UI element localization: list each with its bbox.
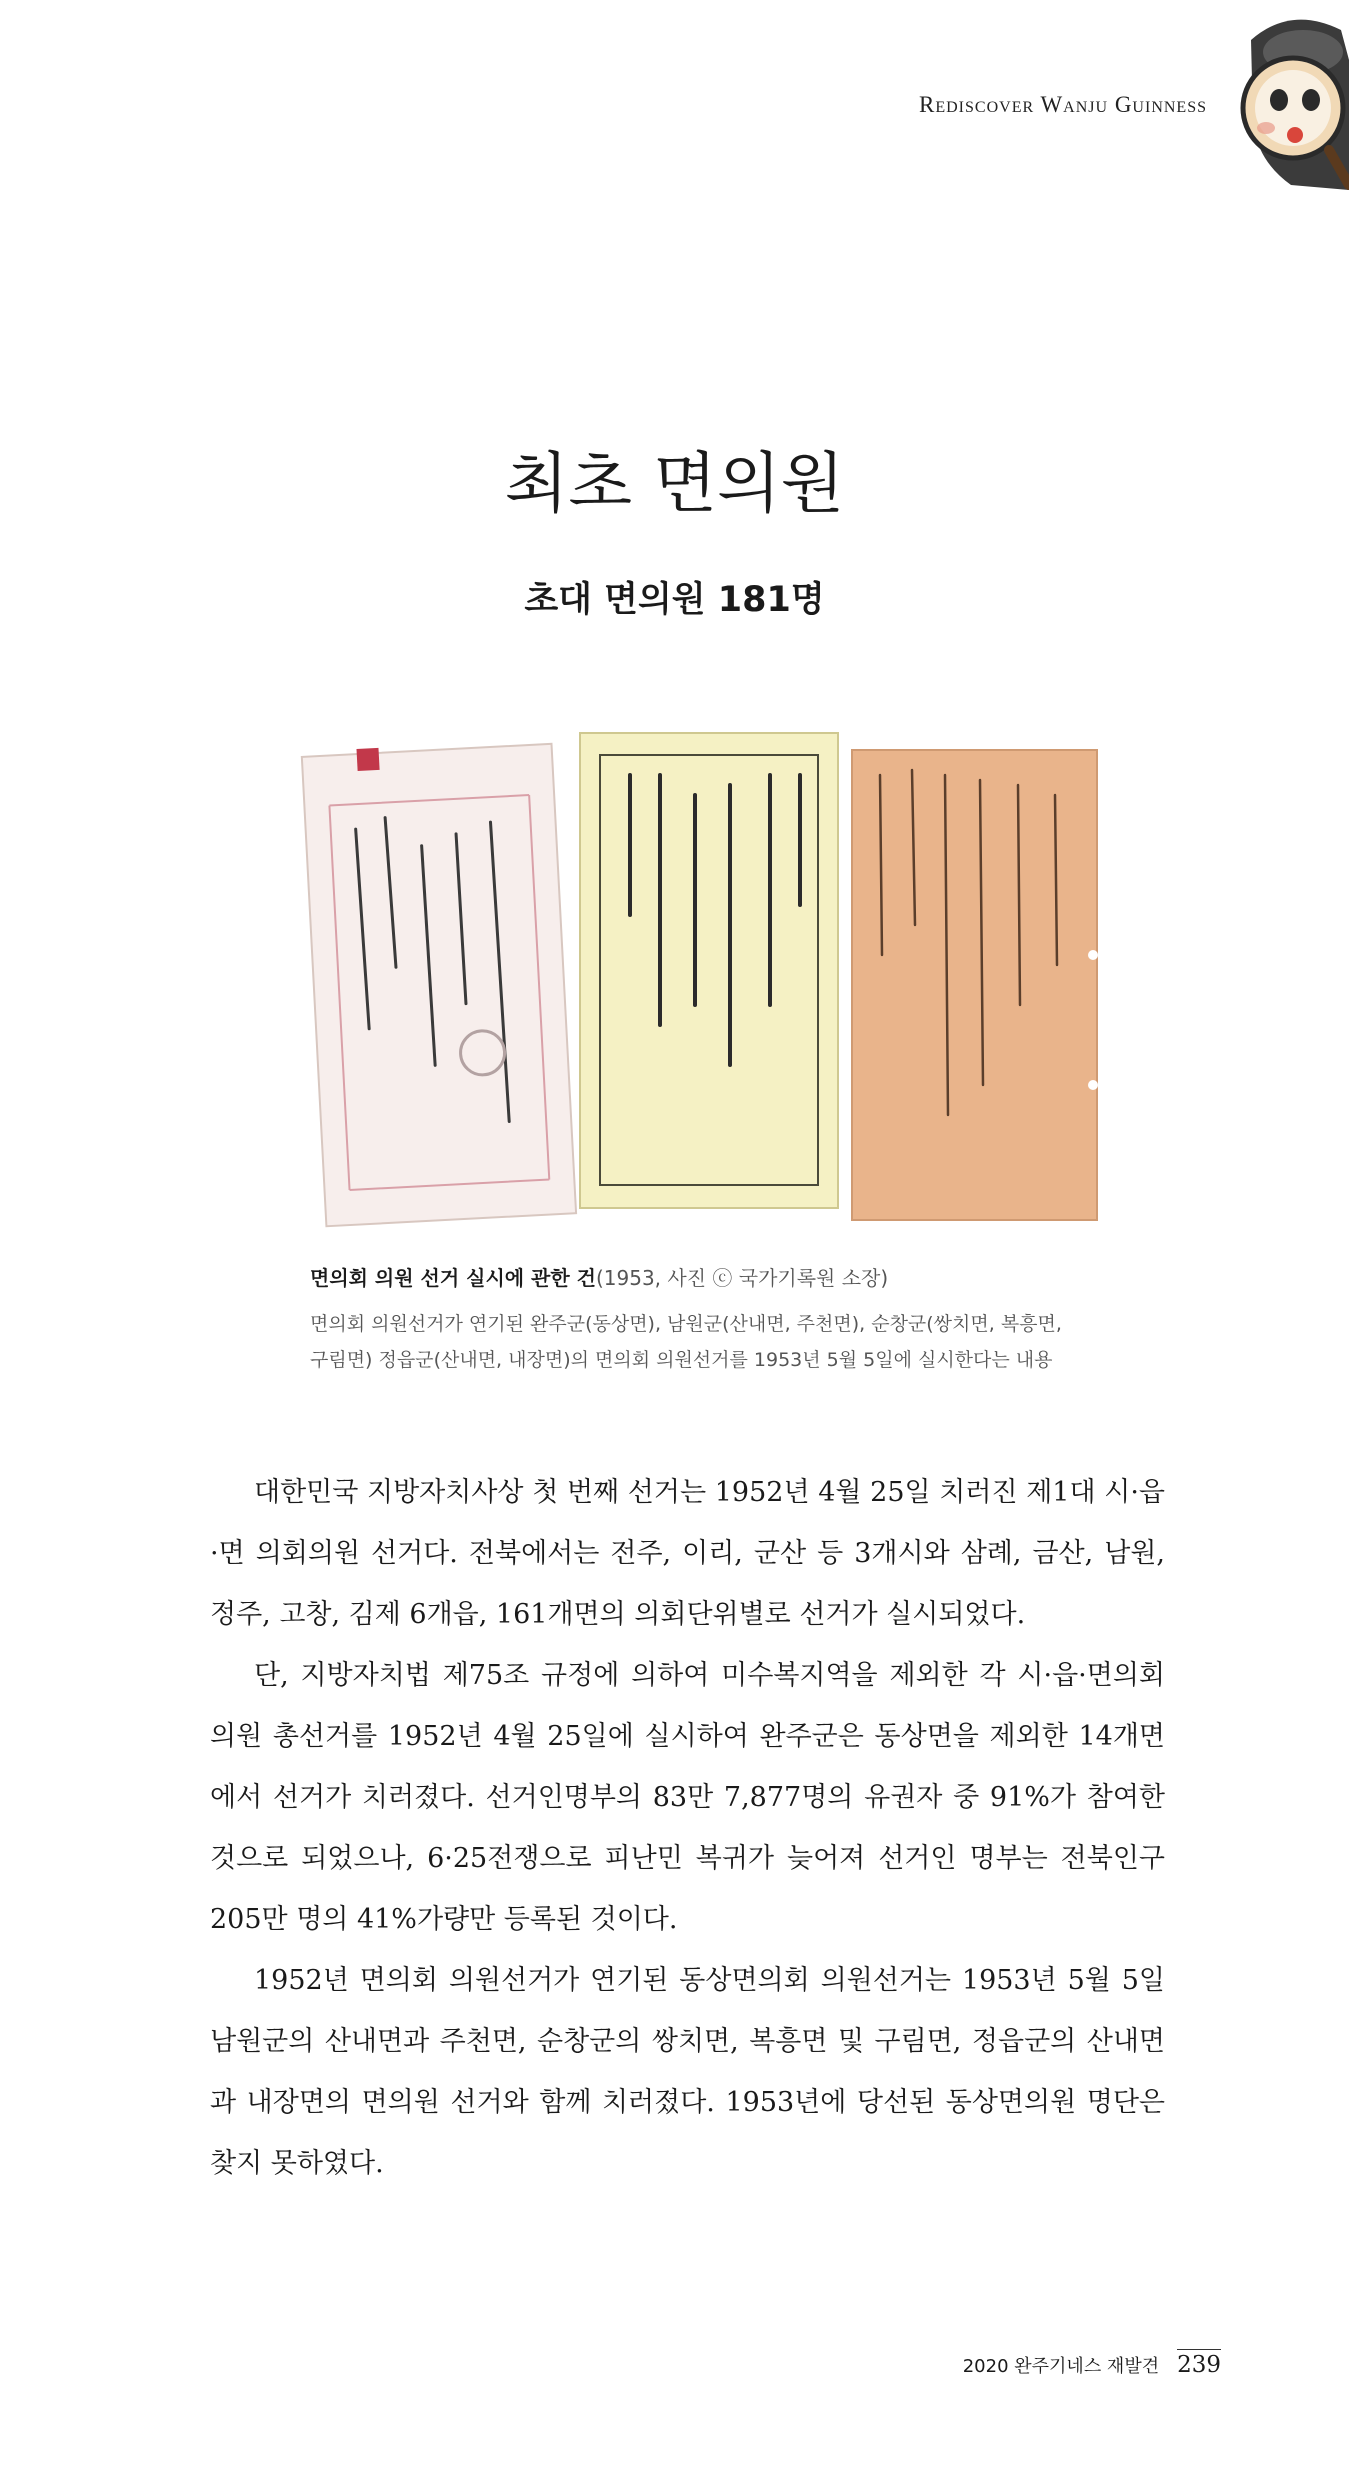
caption-line: 면의회 의원선거가 연기된 완주군(동상면), 남원군(산내면, 주천면), 순창군(쌍치면, 복흥면,: [310, 1313, 1062, 1335]
page-footer: [963, 2352, 1221, 2378]
photo-caption-body: [310, 1306, 1090, 1378]
photo-caption-title: [310, 1262, 888, 1291]
page-subtitle: 초대 면의원 181명: [524, 580, 825, 620]
page-title: 최초 면의원: [504, 445, 845, 522]
body-paragraph: 1952년 면의회 의원선거가 연기된 동상면의회 의원선거는 1953년 5월 5일 남원군의 산내면과 주천면, 순창군의 쌍치면, 복흥면 및 구림면, 정읍군의 산내면과 내장면의 면의원 선거와 함께 치러졌다. 1953년에 당선된 동상면의원 명단은 찾지 못하였다.: [210, 1965, 1165, 2179]
page-number: 239: [1177, 2349, 1221, 2378]
body-paragraph: 대한민국 지방자치사상 첫 번째 선거는 1952년 4월 25일 치러진 제1대 시·읍·면 의회의원 선거다. 전북에서는 전주, 이리, 군산 등 3개시와 삼례, 금산, 남원, 정주, 고창, 김제 6개읍, 161개면의 의회단위별로 선거가 실시되었다.: [210, 1477, 1165, 1630]
historical-documents-photo: [300, 705, 1110, 1245]
caption-line: 구림면) 정읍군(산내면, 내장면)의 면의회 의원선거를 1953년 5월 5일에 실시한다는 내용: [310, 1349, 1053, 1371]
header-series-label: Rediscover Wanju Guinness: [919, 92, 1207, 117]
footer-book-title: 2020 완주기네스 재발견: [962, 2356, 1160, 2377]
caption-title-bold: 면의회 의원 선거 실시에 관한 건: [310, 1266, 596, 1290]
caption-title-meta: (1953, 사진 ⓒ 국가기록원 소장): [595, 1266, 889, 1290]
detective-mascot-illustration: [1231, 0, 1349, 200]
body-paragraph: 단, 지방자치법 제75조 규정에 의하여 미수복지역을 제외한 각 시·읍·면의회 의원 총선거를 1952년 4월 25일에 실시하여 완주군은 동상면을 제외한 14개면에서 선거가 치러졌다. 선거인명부의 83만 7,877명의 유권자 중 91%가 참여한 것으로 되었으나, 6·25전쟁으로 피난민 복귀가 늦어져 선거인 명부는 전북인구 205만 명의 41%가량만 등록된 것이다.: [210, 1660, 1165, 1935]
body-text: [210, 1462, 1165, 2194]
